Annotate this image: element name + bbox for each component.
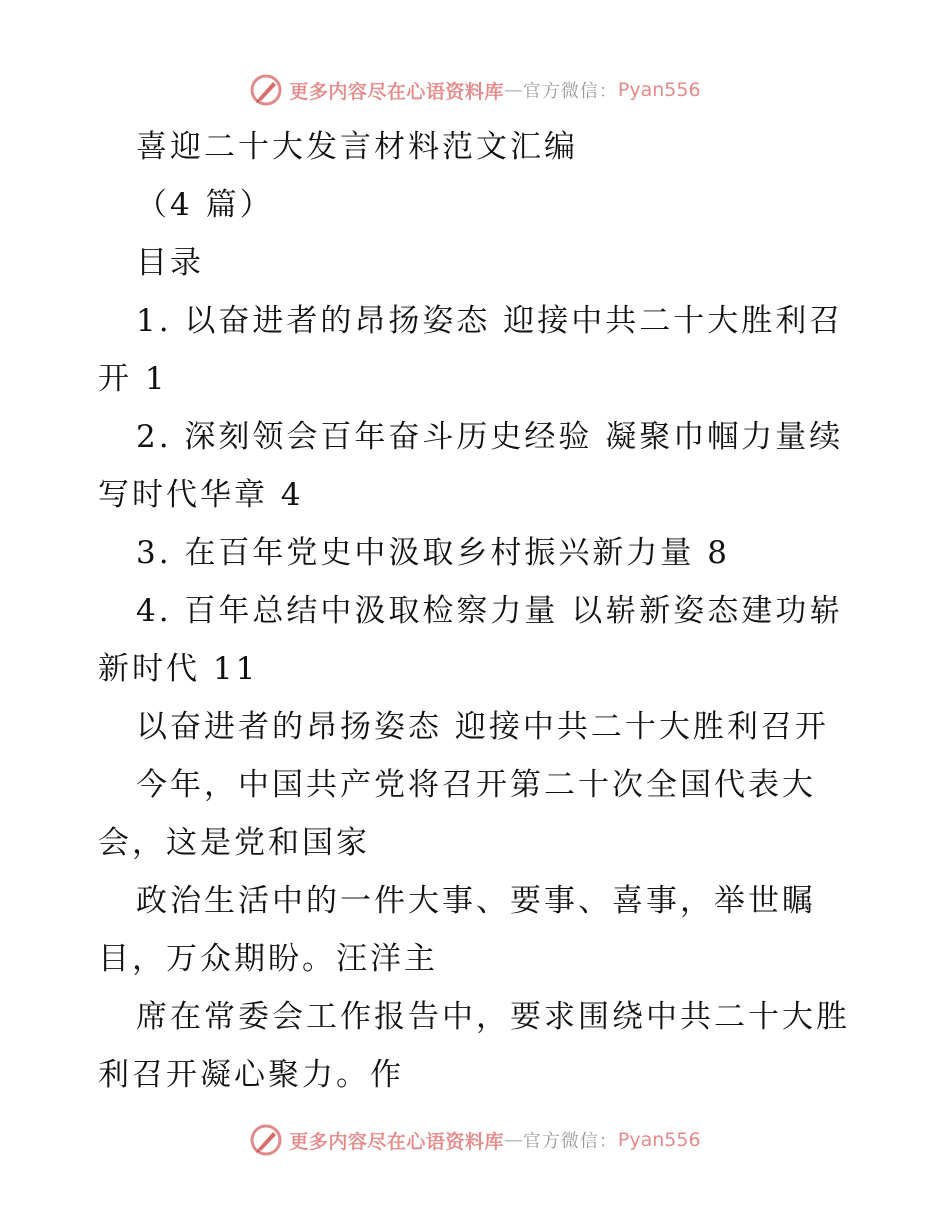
toc-item-1-line-2: 开 1: [98, 361, 168, 397]
section-title: 以奋进者的昂扬姿态 迎接中共二十大胜利召开: [136, 709, 829, 745]
quill-pen-logo-icon: [249, 73, 283, 107]
paragraph-2-line-2: 目，万众期盼。汪洋主: [98, 941, 438, 977]
paragraph-2-line-1: 政治生活中的一件大事、要事、喜事，举世瞩: [136, 883, 816, 919]
paragraph-1-line-1: 今年，中国共产党将召开第二十次全国代表大: [136, 767, 816, 803]
banner-wechat-id: Pyan556: [617, 1129, 701, 1151]
paragraph-3-line-2: 利召开凝心聚力。作: [98, 1057, 404, 1093]
toc-item-3-line-1: 3. 在百年党史中汲取乡村振兴新力量 8: [136, 535, 731, 571]
banner-wechat-label: 官方微信：: [522, 81, 618, 102]
header-banner: [0, 70, 950, 110]
toc-item-4-line-2: 新时代 11: [98, 651, 259, 687]
toc-item-2-line-2: 写时代华章 4: [98, 477, 304, 513]
footer-banner: [0, 1120, 950, 1160]
document-body: [98, 118, 858, 1104]
paragraph-3-line-1: 席在常委会工作报告中，要求围绕中共二十大胜: [136, 999, 850, 1035]
quill-pen-logo-icon: [249, 1123, 283, 1157]
toc-item-4-line-1: 4. 百年总结中汲取检察力量 以崭新姿态建功崭: [136, 593, 844, 629]
banner-separator: —: [503, 79, 523, 101]
document-title: 喜迎二十大发言材料范文汇编: [136, 129, 578, 165]
banner-brand-text: 更多内容尽在心语资料库: [289, 80, 504, 103]
paragraph-1-line-2: 会，这是党和国家: [98, 825, 370, 861]
banner-wechat-label: 官方微信：: [522, 1131, 618, 1152]
toc-heading: 目录: [136, 245, 204, 281]
toc-item-2-line-1: 2. 深刻领会百年奋斗历史经验 凝聚巾帼力量续: [136, 419, 844, 455]
document-count: （4 篇）: [136, 187, 274, 223]
toc-item-1-line-1: 1. 以奋进者的昂扬姿态 迎接中共二十大胜利召: [136, 303, 844, 339]
banner-separator: —: [503, 1129, 523, 1151]
banner-brand-text: 更多内容尽在心语资料库: [289, 1130, 504, 1153]
banner-wechat-id: Pyan556: [617, 79, 701, 101]
